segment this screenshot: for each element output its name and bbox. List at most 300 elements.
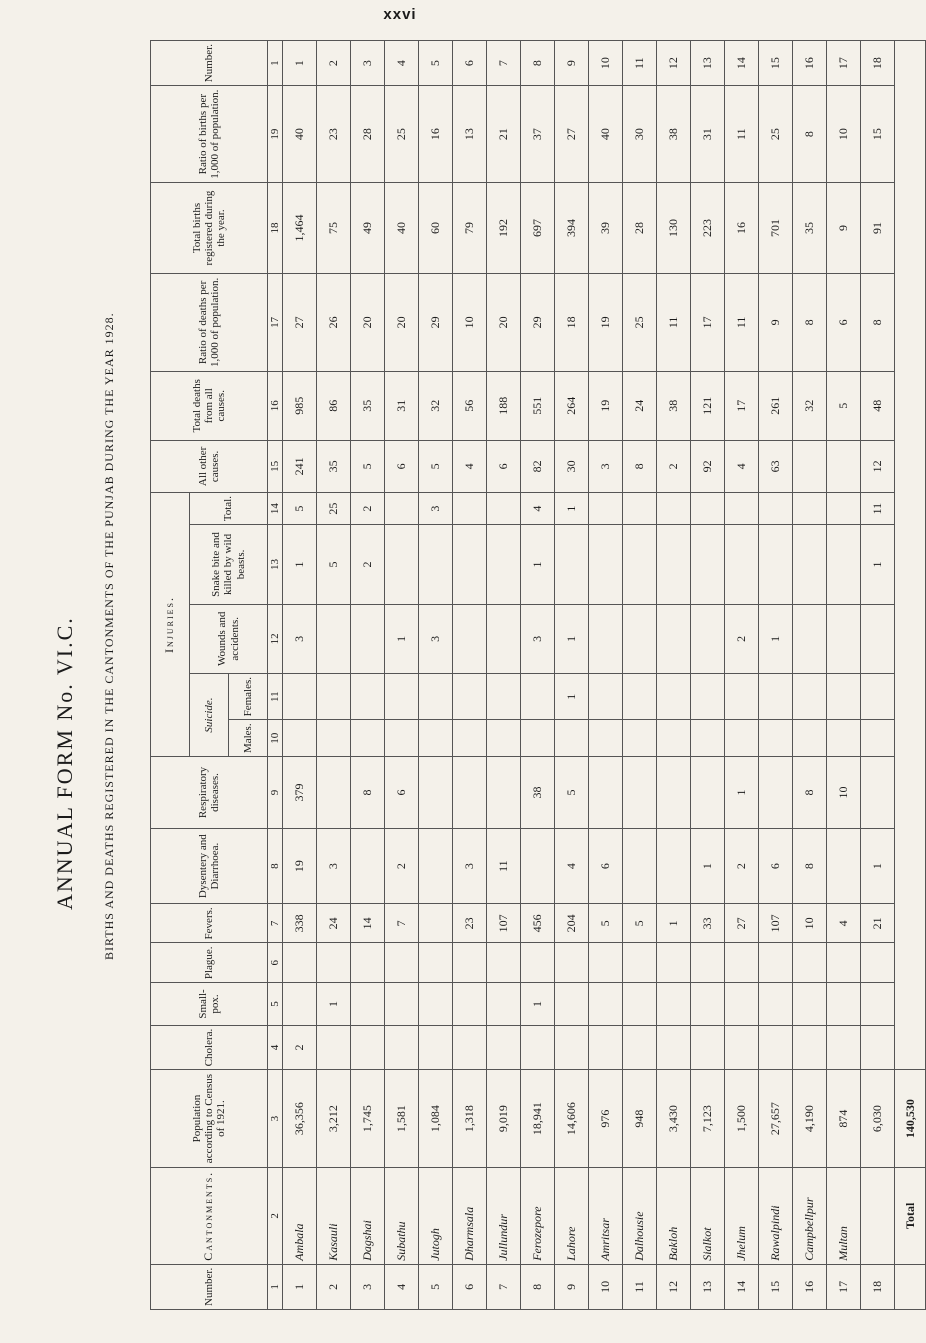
total-births: 701 (759, 183, 793, 274)
column-number: 10 (268, 720, 283, 757)
respiratory: 38 (521, 757, 555, 829)
population: 874 (827, 1070, 861, 1168)
death-ratio: 27 (283, 274, 317, 372)
birth-ratio: 8 (793, 86, 827, 183)
death-ratio: 11 (725, 274, 759, 372)
fevers: 21 (861, 904, 895, 943)
header-ratio-births: Ratio of births per 1,000 of population. (151, 86, 268, 183)
fevers: 27 (725, 904, 759, 943)
column-number: 1 (268, 1264, 283, 1309)
cantonment-name: Dalhousie (623, 1167, 657, 1264)
header-other: All other causes. (151, 440, 268, 492)
total-births: 192 (487, 183, 521, 274)
total-deaths: 86 (317, 371, 351, 440)
fevers: 107 (487, 904, 521, 943)
wounds: 1 (759, 604, 793, 673)
suicide-females (385, 673, 419, 719)
wounds (691, 604, 725, 673)
cantonment-name: Rawalpindi (759, 1167, 793, 1264)
snake-bite (657, 525, 691, 604)
death-ratio: 6 (827, 274, 861, 372)
snake-bite (793, 525, 827, 604)
suicide-females (657, 673, 691, 719)
column-number-row (268, 41, 283, 1310)
cholera (861, 1025, 895, 1070)
suicide-females (419, 673, 453, 719)
dysentery (657, 828, 691, 903)
fevers: 7 (385, 904, 419, 943)
respiratory (317, 757, 351, 829)
death-ratio: 25 (623, 274, 657, 372)
suicide-males (283, 720, 317, 757)
table-row (793, 41, 827, 1310)
suicide-females (691, 673, 725, 719)
population: 14,606 (555, 1070, 589, 1168)
header-fevers: Fevers. (151, 904, 268, 943)
dysentery: 8 (793, 828, 827, 903)
row-number-end: 3 (351, 41, 385, 86)
column-number: 4 (268, 1025, 283, 1070)
dysentery: 2 (385, 828, 419, 903)
sub-title: BIRTHS AND DEATHS REGISTERED IN THE CANTONMENTS OF THE PUNJAB DURING THE YEAR 1928. (102, 312, 116, 960)
row-number: 15 (759, 1264, 793, 1309)
suicide-males (419, 720, 453, 757)
total-births: 75 (317, 183, 351, 274)
table-row (385, 41, 419, 1310)
suicide-males (521, 720, 555, 757)
row-number-end: 5 (419, 41, 453, 86)
suicide-males (793, 720, 827, 757)
total-births: 60 (419, 183, 453, 274)
column-number: 17 (268, 274, 283, 372)
header-cholera: Cholera. (151, 1025, 268, 1070)
column-number: 19 (268, 86, 283, 183)
table-body (268, 41, 895, 1310)
respiratory (759, 757, 793, 829)
suicide-males (351, 720, 385, 757)
column-number: 5 (268, 983, 283, 1026)
respiratory (419, 757, 453, 829)
fevers: 338 (283, 904, 317, 943)
plague (657, 943, 691, 983)
plague (283, 943, 317, 983)
wounds (589, 604, 623, 673)
snake-bite: 1 (283, 525, 317, 604)
column-number: 7 (268, 904, 283, 943)
small-pox (793, 983, 827, 1026)
injuries-total (657, 493, 691, 525)
other-causes: 92 (691, 440, 725, 492)
snake-bite (555, 525, 589, 604)
cantonment-name: Subathu (385, 1167, 419, 1264)
death-ratio: 18 (555, 274, 589, 372)
header-injuries: Injuries. (151, 493, 190, 757)
header-dysentery: Dysentery and Diarrhoea. (151, 828, 268, 903)
suicide-males (317, 720, 351, 757)
small-pox: 1 (521, 983, 555, 1026)
row-number: 1 (283, 1264, 317, 1309)
snake-bite (589, 525, 623, 604)
total-deaths: 31 (385, 371, 419, 440)
wounds: 3 (283, 604, 317, 673)
dysentery: 6 (759, 828, 793, 903)
suicide-females (521, 673, 555, 719)
table-row (623, 41, 657, 1310)
death-ratio: 20 (487, 274, 521, 372)
dysentery (351, 828, 385, 903)
suicide-males (487, 720, 521, 757)
birth-ratio: 40 (283, 86, 317, 183)
injuries-total: 2 (351, 493, 385, 525)
death-ratio: 8 (793, 274, 827, 372)
population: 1,318 (453, 1070, 487, 1168)
other-causes: 5 (351, 440, 385, 492)
dysentery: 3 (453, 828, 487, 903)
birth-ratio: 28 (351, 86, 385, 183)
row-number: 12 (657, 1264, 691, 1309)
population: 948 (623, 1070, 657, 1168)
birth-ratio: 38 (657, 86, 691, 183)
small-pox (453, 983, 487, 1026)
death-ratio: 17 (691, 274, 725, 372)
plague (317, 943, 351, 983)
dysentery: 2 (725, 828, 759, 903)
small-pox: 1 (317, 983, 351, 1026)
wounds (453, 604, 487, 673)
fevers: 456 (521, 904, 555, 943)
snake-bite (725, 525, 759, 604)
injuries-total (793, 493, 827, 525)
total-births: 40 (385, 183, 419, 274)
small-pox (419, 983, 453, 1026)
plague (419, 943, 453, 983)
total-births: 28 (623, 183, 657, 274)
population: 18,941 (521, 1070, 555, 1168)
table-row (521, 41, 555, 1310)
cholera (453, 1025, 487, 1070)
plague (793, 943, 827, 983)
death-ratio: 20 (351, 274, 385, 372)
injuries-total: 3 (419, 493, 453, 525)
population: 1,084 (419, 1070, 453, 1168)
row-number: 10 (589, 1264, 623, 1309)
table-row (351, 41, 385, 1310)
other-causes: 4 (453, 440, 487, 492)
respiratory (623, 757, 657, 829)
cholera (385, 1025, 419, 1070)
birth-ratio: 37 (521, 86, 555, 183)
column-number: 14 (268, 493, 283, 525)
other-causes: 63 (759, 440, 793, 492)
population: 3,430 (657, 1070, 691, 1168)
wounds: 3 (521, 604, 555, 673)
header-females: Females. (229, 673, 268, 719)
row-number-end: 13 (691, 41, 725, 86)
row-number: 8 (521, 1264, 555, 1309)
row-number-end: 6 (453, 41, 487, 86)
column-number: 18 (268, 183, 283, 274)
respiratory: 8 (793, 757, 827, 829)
small-pox (351, 983, 385, 1026)
total-births: 39 (589, 183, 623, 274)
row-number: 6 (453, 1264, 487, 1309)
row-number: 13 (691, 1264, 725, 1309)
header-number: Number. (151, 1264, 268, 1309)
small-pox (589, 983, 623, 1026)
other-causes: 2 (657, 440, 691, 492)
suicide-females (453, 673, 487, 719)
row-number-end: 17 (827, 41, 861, 86)
cantonment-name: Campbellpur (793, 1167, 827, 1264)
row-number: 16 (793, 1264, 827, 1309)
suicide-females (589, 673, 623, 719)
cantonment-name: Ferozepore (521, 1167, 555, 1264)
row-number: 9 (555, 1264, 589, 1309)
small-pox (283, 983, 317, 1026)
fevers: 107 (759, 904, 793, 943)
fevers: 4 (827, 904, 861, 943)
row-number-end: 16 (793, 41, 827, 86)
row-number: 11 (623, 1264, 657, 1309)
snake-bite (623, 525, 657, 604)
suicide-females (861, 673, 895, 719)
plague (385, 943, 419, 983)
population: 9,019 (487, 1070, 521, 1168)
suicide-females (623, 673, 657, 719)
page-number: xxvi (383, 6, 417, 23)
respiratory: 10 (827, 757, 861, 829)
population: 7,123 (691, 1070, 725, 1168)
fevers: 33 (691, 904, 725, 943)
table-row (317, 41, 351, 1310)
cholera (555, 1025, 589, 1070)
total-deaths: 121 (691, 371, 725, 440)
cantonment-name: Dagshai (351, 1167, 385, 1264)
respiratory (453, 757, 487, 829)
injuries-total: 25 (317, 493, 351, 525)
other-causes: 4 (725, 440, 759, 492)
suicide-males (725, 720, 759, 757)
cantonment-name: Lahore (555, 1167, 589, 1264)
total-deaths: 985 (283, 371, 317, 440)
header-wounds: Wounds and accidents. (190, 604, 268, 673)
table-row (555, 41, 589, 1310)
birth-ratio: 10 (827, 86, 861, 183)
total-deaths: 188 (487, 371, 521, 440)
row-number-end: 2 (317, 41, 351, 86)
respiratory: 5 (555, 757, 589, 829)
dysentery (623, 828, 657, 903)
cholera (657, 1025, 691, 1070)
total-births: 1,464 (283, 183, 317, 274)
dysentery: 3 (317, 828, 351, 903)
plague (453, 943, 487, 983)
cantonment-name (861, 1167, 895, 1264)
other-causes: 3 (589, 440, 623, 492)
total-deaths: 5 (827, 371, 861, 440)
suicide-males (385, 720, 419, 757)
dysentery: 6 (589, 828, 623, 903)
other-causes: 12 (861, 440, 895, 492)
injuries-total (589, 493, 623, 525)
header-total-injuries: Total. (190, 493, 268, 525)
table-row (827, 41, 861, 1310)
total-births: 394 (555, 183, 589, 274)
other-causes: 6 (385, 440, 419, 492)
suicide-females (827, 673, 861, 719)
small-pox (861, 983, 895, 1026)
other-causes (827, 440, 861, 492)
rotated-table-container (150, 40, 917, 1310)
column-number: 16 (268, 371, 283, 440)
header-total-deaths: Total deaths from all causes. (151, 371, 268, 440)
fevers: 14 (351, 904, 385, 943)
suicide-males (827, 720, 861, 757)
row-number: 14 (725, 1264, 759, 1309)
row-number-end: 11 (623, 41, 657, 86)
plague (589, 943, 623, 983)
fevers: 5 (623, 904, 657, 943)
birth-ratio: 27 (555, 86, 589, 183)
cantonment-name: Jullundur (487, 1167, 521, 1264)
column-number: 6 (268, 943, 283, 983)
table-row (487, 41, 521, 1310)
death-ratio: 10 (453, 274, 487, 372)
respiratory (487, 757, 521, 829)
suicide-females (725, 673, 759, 719)
cantonment-name: Dharmsala (453, 1167, 487, 1264)
birth-ratio: 15 (861, 86, 895, 183)
table-row (419, 41, 453, 1310)
birth-ratio: 23 (317, 86, 351, 183)
small-pox (827, 983, 861, 1026)
injuries-total (759, 493, 793, 525)
row-number: 2 (317, 1264, 351, 1309)
small-pox (725, 983, 759, 1026)
dysentery (827, 828, 861, 903)
table-row (283, 41, 317, 1310)
respiratory (589, 757, 623, 829)
small-pox (657, 983, 691, 1026)
respiratory (657, 757, 691, 829)
other-causes: 30 (555, 440, 589, 492)
injuries-total (691, 493, 725, 525)
column-number: 3 (268, 1070, 283, 1168)
suicide-females (487, 673, 521, 719)
population: 36,356 (283, 1070, 317, 1168)
injuries-total: 11 (861, 493, 895, 525)
population: 4,190 (793, 1070, 827, 1168)
total-deaths: 24 (623, 371, 657, 440)
death-ratio: 8 (861, 274, 895, 372)
wounds (657, 604, 691, 673)
birth-ratio: 13 (453, 86, 487, 183)
total-deaths: 38 (657, 371, 691, 440)
other-causes: 8 (623, 440, 657, 492)
suicide-males (657, 720, 691, 757)
snake-bite: 2 (351, 525, 385, 604)
form-title: ANNUAL FORM No. VI.C. (52, 616, 77, 910)
row-number: 4 (385, 1264, 419, 1309)
population: 1,500 (725, 1070, 759, 1168)
injuries-total (385, 493, 419, 525)
fevers (419, 904, 453, 943)
suicide-males (453, 720, 487, 757)
header-number-end: Number. (151, 41, 268, 86)
wounds (861, 604, 895, 673)
cantonment-name: Jutogh (419, 1167, 453, 1264)
population: 976 (589, 1070, 623, 1168)
snake-bite (487, 525, 521, 604)
row-number-end: 14 (725, 41, 759, 86)
injuries-total: 4 (521, 493, 555, 525)
header-population: Population according to Census of 1921. (151, 1070, 268, 1168)
injuries-total (453, 493, 487, 525)
respiratory: 6 (385, 757, 419, 829)
header-snake: Snake bite and killed by wild beasts. (190, 525, 268, 604)
fevers: 5 (589, 904, 623, 943)
dysentery (521, 828, 555, 903)
small-pox (623, 983, 657, 1026)
cholera (827, 1025, 861, 1070)
small-pox (759, 983, 793, 1026)
injuries-total (725, 493, 759, 525)
total-births: 35 (793, 183, 827, 274)
population: 27,657 (759, 1070, 793, 1168)
table-row (589, 41, 623, 1310)
header-respiratory: Respiratory diseases. (151, 757, 268, 829)
row-number: 5 (419, 1264, 453, 1309)
total-row (895, 41, 926, 1310)
cantonment-name: Kasauli (317, 1167, 351, 1264)
column-number: 2 (268, 1167, 283, 1264)
population: 6,030 (861, 1070, 895, 1168)
snake-bite: 1 (521, 525, 555, 604)
cantonment-name: Sialkot (691, 1167, 725, 1264)
small-pox (691, 983, 725, 1026)
total-births: 130 (657, 183, 691, 274)
plague (521, 943, 555, 983)
respiratory: 1 (725, 757, 759, 829)
injuries-total (827, 493, 861, 525)
small-pox (487, 983, 521, 1026)
total-deaths: 264 (555, 371, 589, 440)
injuries-total (623, 493, 657, 525)
total-births: 49 (351, 183, 385, 274)
birth-ratio: 25 (759, 86, 793, 183)
cantonment-name: Ambala (283, 1167, 317, 1264)
total-deaths: 261 (759, 371, 793, 440)
total-deaths: 19 (589, 371, 623, 440)
column-number: 8 (268, 828, 283, 903)
cholera (521, 1025, 555, 1070)
total-births: 79 (453, 183, 487, 274)
birth-ratio: 31 (691, 86, 725, 183)
other-causes (793, 440, 827, 492)
respiratory (691, 757, 725, 829)
header-plague: Plague. (151, 943, 268, 983)
row-number-end: 8 (521, 41, 555, 86)
respiratory (861, 757, 895, 829)
wounds: 1 (385, 604, 419, 673)
small-pox (555, 983, 589, 1026)
injuries-total (487, 493, 521, 525)
fevers: 10 (793, 904, 827, 943)
dysentery: 1 (861, 828, 895, 903)
total-deaths: 56 (453, 371, 487, 440)
suicide-males (589, 720, 623, 757)
death-ratio: 20 (385, 274, 419, 372)
